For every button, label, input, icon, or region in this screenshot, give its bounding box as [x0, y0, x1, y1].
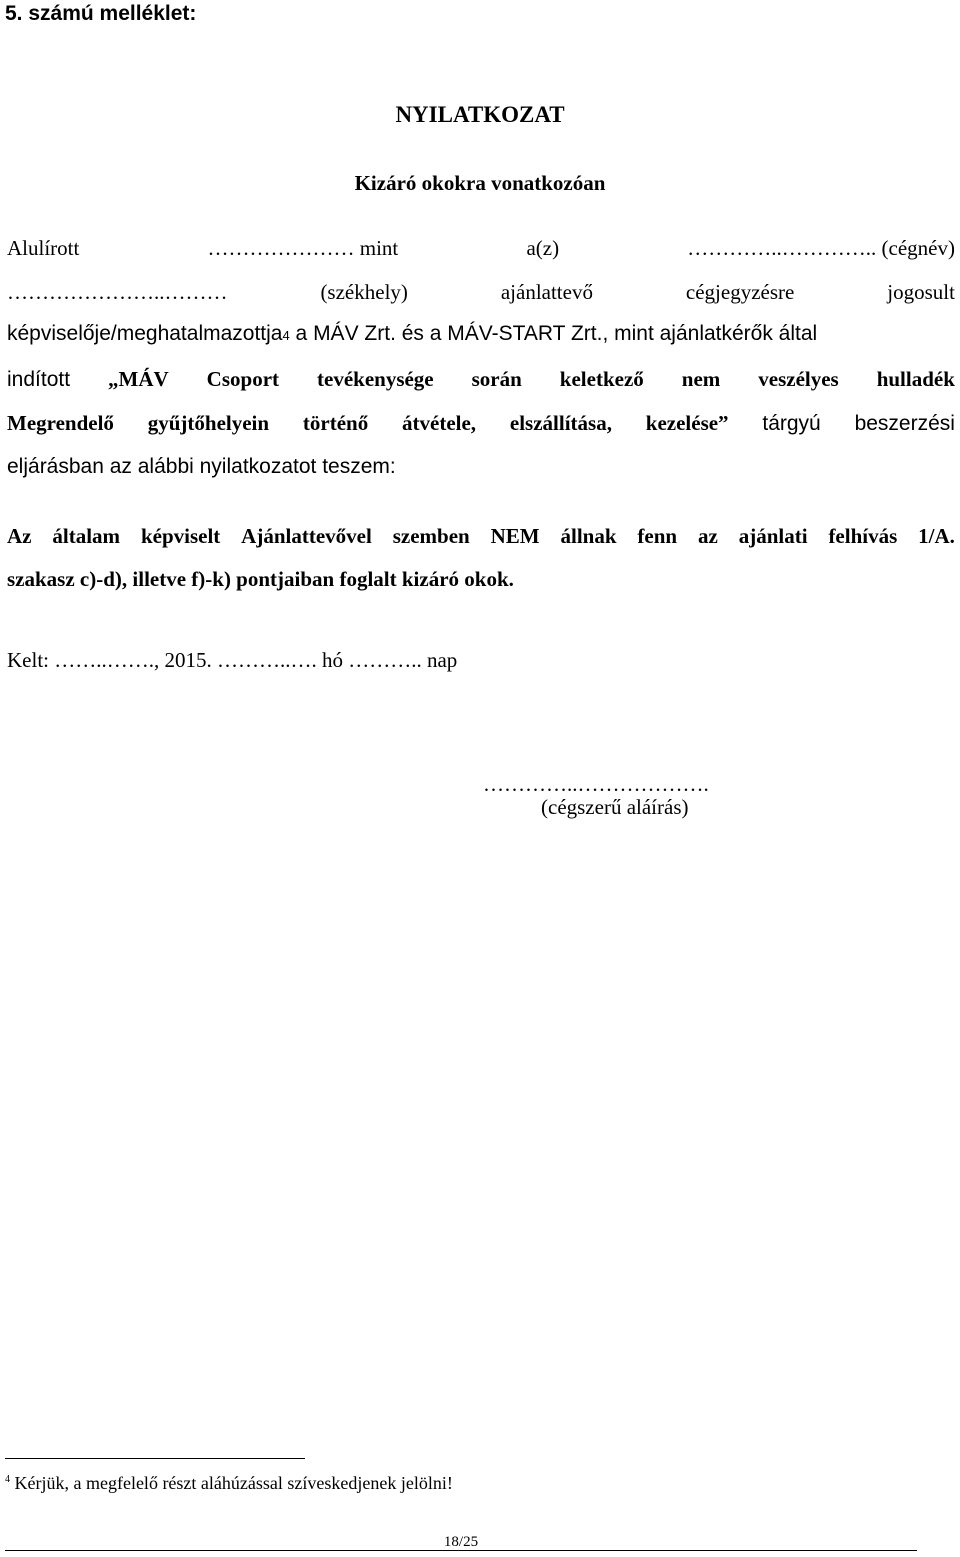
word: nem: [681, 367, 721, 391]
word: ajánlattevő: [500, 280, 593, 304]
word: NEM: [490, 524, 540, 548]
word: tárgyú: [762, 412, 821, 435]
word: indított: [7, 368, 71, 391]
paragraph-line-4: [7, 367, 955, 392]
document-subtitle: Kizáró okokra vonatkozóan: [354, 171, 606, 195]
signature-dots: …………..……………….: [483, 772, 709, 796]
word: veszélyes: [758, 367, 839, 391]
paragraph-line-3: képviselője/meghatalmazottja 4 a MÁV Zrt. és a MÁV-START Zrt., mint ajánlatkérők által: [7, 322, 818, 345]
word: Megrendelő: [7, 411, 114, 435]
word: kezelése”: [645, 411, 729, 435]
text: képviselője/meghatalmazottja: [7, 322, 283, 345]
paragraph-line-6: [7, 455, 955, 479]
word: Alulírott: [7, 236, 80, 260]
word: képviselt: [140, 524, 221, 548]
word: felhívás: [828, 524, 898, 548]
word: hulladék: [876, 367, 955, 391]
signature-label: (cégszerű aláírás): [541, 795, 689, 819]
word: „MÁV: [108, 367, 169, 391]
word: Csoport: [206, 367, 280, 391]
text: szakasz c)-d), illetve f)-k) pontjaiban foglalt kizáró okok.: [7, 567, 514, 591]
word: 1/A.: [918, 524, 955, 548]
word: ………………… mint: [207, 236, 399, 260]
word: …………………..………: [7, 280, 228, 304]
footnote-marker: 4: [5, 1474, 10, 1485]
word: beszerzési: [854, 412, 955, 435]
word: átvétele,: [402, 411, 477, 435]
paragraph-line-2: [7, 280, 955, 305]
word: a(z): [526, 236, 560, 260]
annex-label: 5. számú melléklet:: [5, 2, 197, 25]
word: elszállítása,: [509, 411, 612, 435]
word: gyűjtőhelyein: [147, 411, 270, 435]
word: történő: [302, 411, 369, 435]
word: (székhely): [320, 280, 408, 304]
word: során: [471, 367, 522, 391]
word: fenn: [637, 524, 678, 548]
word: keletkező: [559, 367, 644, 391]
paragraph-line-1: [7, 236, 955, 261]
footnote-divider: [5, 1458, 305, 1459]
word: állnak: [560, 524, 617, 548]
word: jogosult: [887, 280, 955, 304]
word: szemben: [392, 524, 470, 548]
word: cégjegyzésre: [685, 280, 795, 304]
text: a MÁV Zrt. és a MÁV-START Zrt., mint ajánlatkérők által: [289, 322, 818, 345]
page-footer-rule: [5, 1550, 917, 1551]
declaration-line-1: [7, 524, 955, 549]
footnote-text: Kérjük, a megfelelő részt aláhúzással szíveskedjenek jelölni!: [10, 1473, 453, 1493]
word: tevékenysége: [317, 367, 434, 391]
word: ajánlati: [738, 524, 808, 548]
word: …………..………….. (cégnév): [687, 236, 955, 260]
page-number: 18/25: [443, 1534, 479, 1550]
word: általam: [52, 524, 121, 548]
word: Ajánlattevővel: [241, 524, 372, 548]
declaration-line-2: [7, 567, 955, 592]
text: eljárásban az alábbi nyilatkozatot teszem:: [7, 455, 396, 478]
paragraph-line-5: [7, 411, 955, 436]
date-line: Kelt: ……..……., 2015. ………..…. hó ……….. nap: [7, 648, 458, 672]
footnote: [5, 1473, 453, 1494]
document-title: NYILATKOZAT: [395, 102, 565, 127]
word: Az: [7, 524, 32, 548]
word: az: [697, 524, 718, 548]
